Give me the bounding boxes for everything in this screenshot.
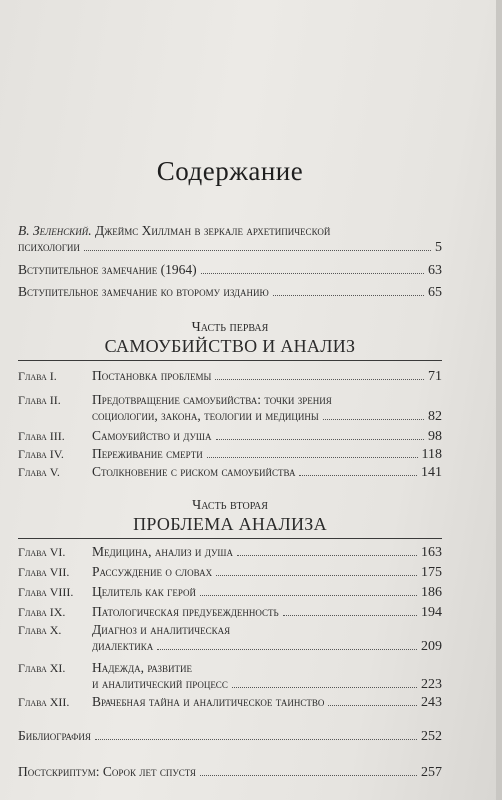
entry-text: Джеймс Хиллман в зеркале архетипической — [95, 223, 331, 238]
chapter-title: Постановка проблемы — [92, 368, 212, 383]
entry-author: В. Зеленский. — [18, 223, 92, 238]
entry-text: Постскриптум: Сорок лет спустя — [18, 764, 196, 779]
chapter-label: Глава IX. — [18, 605, 66, 619]
chapter-page: 223 — [421, 677, 442, 692]
toc-entry-bibliography — [18, 728, 442, 745]
chapter-label: Глава VII. — [18, 565, 70, 579]
chapter-label: Глава VIII. — [18, 585, 74, 599]
divider — [18, 360, 442, 361]
chapter-label: Глава III. — [18, 429, 65, 443]
entry-page: 257 — [421, 765, 442, 780]
toc-chapter-6 — [18, 544, 442, 561]
chapter-title: Надежда, развитие — [92, 660, 192, 675]
part-two-title: ПРОБЛЕМА АНАЛИЗА — [133, 514, 327, 534]
contents-title: Содержание — [156, 156, 304, 186]
toc-chapter-3 — [18, 428, 442, 445]
chapter-page: 194 — [421, 605, 442, 620]
entry-text: Вступительное замечание (1964) — [18, 262, 197, 277]
toc-chapter-12 — [18, 694, 442, 711]
chapter-title: и аналитический процесс — [92, 676, 228, 691]
toc-entry-postscript — [18, 764, 442, 781]
chapter-page: 175 — [421, 565, 442, 580]
toc-chapter-4 — [18, 446, 442, 463]
chapter-title: Переживание смерти — [92, 446, 203, 461]
chapter-title: диалектика — [92, 638, 154, 653]
chapter-label: Глава IV. — [18, 447, 64, 461]
chapter-page: 98 — [428, 429, 442, 444]
toc-chapter-5 — [18, 464, 442, 481]
toc-entry-foreword-second-edition — [18, 284, 442, 301]
divider — [18, 538, 442, 539]
chapter-label: Глава XI. — [18, 661, 66, 675]
entry-page: 252 — [421, 729, 442, 744]
chapter-label: Глава II. — [18, 393, 61, 407]
chapter-page: 209 — [421, 639, 442, 654]
chapter-title: Самоубийство и душа — [92, 428, 212, 443]
entry-text: Библиография — [18, 728, 91, 743]
part-two-label: Часть вторая — [192, 498, 268, 513]
toc-chapter-2 — [18, 392, 442, 425]
entry-page: 5 — [435, 240, 442, 255]
chapter-title: Медицина, анализ и душа — [92, 544, 233, 559]
part-one-label: Часть первая — [191, 320, 269, 335]
chapter-title: Столкновение с риском самоубийства — [92, 464, 296, 479]
chapter-label: Глава I. — [18, 369, 57, 383]
toc-chapter-10 — [18, 622, 442, 655]
part-one-title: САМОУБИЙСТВО И АНАЛИЗ — [104, 336, 356, 356]
chapter-page: 243 — [421, 695, 442, 710]
toc-entry-intro-essay — [18, 223, 442, 256]
chapter-page: 82 — [428, 409, 442, 424]
entry-text: психологии — [18, 239, 80, 254]
chapter-title: Патологическая предубежденность — [92, 604, 279, 619]
chapter-label: Глава XII. — [18, 695, 70, 709]
chapter-label: Глава X. — [18, 623, 62, 637]
chapter-title: социологии, закона, теологии и медицины — [92, 408, 319, 423]
toc-entry-foreword-1964 — [18, 262, 442, 279]
chapter-title: Врачебная тайна и аналитическое таинство — [92, 694, 325, 709]
chapter-title: Диагноз и аналитическая — [92, 622, 231, 637]
chapter-page: 186 — [421, 585, 442, 600]
toc-chapter-9 — [18, 604, 442, 621]
chapter-page: 71 — [428, 369, 442, 384]
toc-chapter-7 — [18, 564, 442, 581]
chapter-page: 141 — [421, 465, 442, 480]
chapter-label: Глава V. — [18, 465, 60, 479]
toc-chapter-1 — [18, 368, 442, 385]
entry-page: 65 — [428, 285, 442, 300]
chapter-title: Рассуждение о словах — [92, 564, 213, 579]
chapter-label: Глава VI. — [18, 545, 66, 559]
chapter-page: 163 — [421, 545, 442, 560]
entry-text: Вступительное замечание ко второму изданию — [18, 284, 269, 299]
toc-chapter-8 — [18, 584, 442, 601]
chapter-title: Целитель как герой — [92, 584, 196, 599]
entry-page: 63 — [428, 263, 442, 278]
toc-chapter-11 — [18, 660, 442, 693]
page-edge — [496, 0, 502, 800]
chapter-page: 118 — [421, 447, 442, 462]
chapter-title: Предотвращение самоубийства: точки зрения — [92, 392, 332, 407]
